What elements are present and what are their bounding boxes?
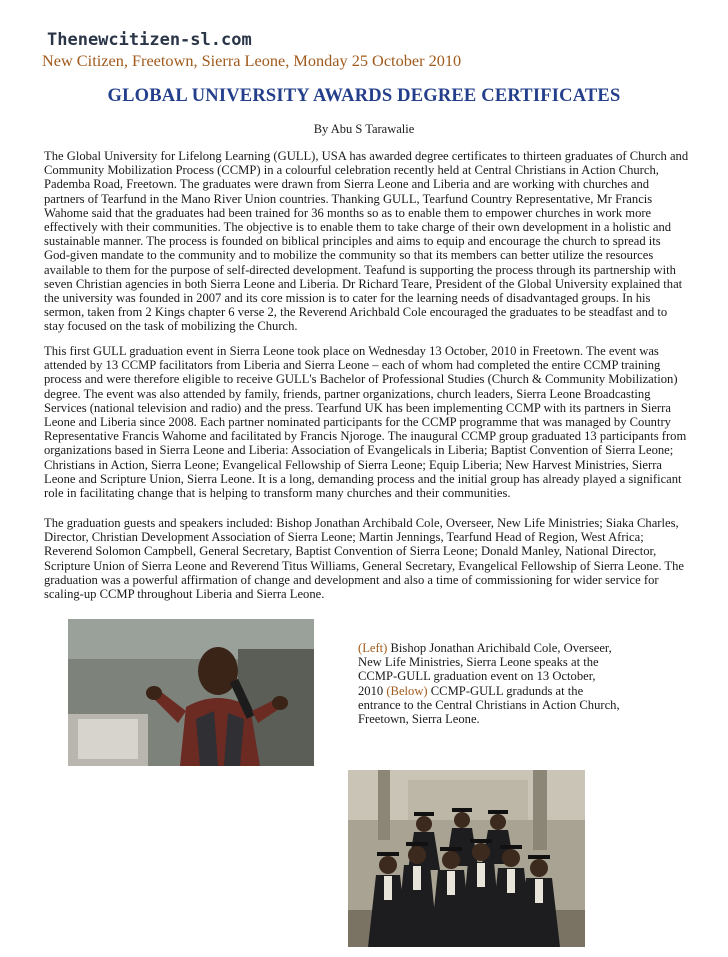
bishop-speaking-illustration [68,619,314,766]
bishop-speaking-photo [68,619,314,766]
caption-below-key: (Below) [386,683,428,698]
article-paragraph: The Global University for Lifelong Learning (GULL), USA has awarded degree certificates to thirteen graduates of Church and Community Mobilization Process (CCMP) in a colourful celebration recently held at Central Christians in Action Church, Pademba Road, Freetown. The graduates were drawn from Sierra Leone and Liberia and are working with churches and partners of Tearfund in the Mano River Union countries. Thanking GULL, Tearfund Country Representative, Mr Francis Wahome said that the graduates had been trained for 36 months so as to enable them to empower churches in work more effectively with their communities. The objective is to enable them to take charge of their own development in a holistic and sustainable manner. The process is founded on biblical principles and aims to equip and encourage the church to spread its God-given mandate to the community and to mobilize the community so that its members can better utilize the resources available to them for the purpose of self-directed development. Teafund is supporting the process through its partnership with seven Christian agencies in both Sierra Leone and Liberia. Dr Richard Teare, President of the Global University explained that the university was founded in 2007 and its core mission is to cater for the learning needs of disadvantaged groups. In his sermon, taken from 2 Kings chapter 6 verse 2, the Reverend Arichbald Cole encouraged the graduates to be steadfast and to stay focused on the task of mobilizing the Church. [44,149,689,334]
site-name: Thenewcitizen-sl.com [47,30,252,50]
headline: GLOBAL UNIVERSITY AWARDS DEGREE CERTIFICATES [107,86,621,106]
caption-left-key: (Left) [358,641,388,655]
graduates-illustration [348,770,585,947]
photo-caption [358,641,620,726]
caption-left-text: Bishop Jonathan Arichibald Cole, Overseer, New Life Ministries, Sierra Leone speaks at the CCMP-GULL graduation event on 13 October, 2010 [358,641,612,698]
dateline: New Citizen, Freetown, Sierra Leone, Monday 25 October 2010 [42,51,462,70]
article-paragraph: The graduation guests and speakers included: Bishop Jonathan Archibald Cole, Overseer, New Life Ministries; Siaka Charles, Director, Christian Development Association of Sierra Leone; Martin Jennings, Tearfund Head of Region, West Africa; Reverend Solomon Campbell, General Secretary, Baptist Convention of Sierra Leone; Donald Manley, National Director, Scripture Union of Sierra Leone and Reverend Titus Williams, General Secretary, Evangelical Fellowship of Sierra Leone. The graduation was a powerful affirmation of change and development and also a time of commissioning for wider service for scaling-up CCMP throughout Liberia and Sierra Leone. [44,516,684,602]
graduates-group-photo [348,770,585,947]
caption-below-text: CCMP-GULL gradunds at the entrance to the Central Christians in Action Church, Freetown, Sierra Leone. [358,683,620,727]
byline: By Abu S Tarawalie [313,122,415,136]
article-paragraph: This first GULL graduation event in Sierra Leone took place on Wednesday 13 October, 2010 in Freetown. The event was attended by 13 CCMP facilitators from Liberia and Sierra Leone – each of whom had completed the entire CCMP training process and were therefore eligible to receive GULL's Bachelor of Professional Studies (Church & Community Mobilization) degree. The event was also attended by family, friends, partner organizations, church leaders, Sierra Leone Broadcasting Services (national television and radio) and the press. Tearfund UK has been implementing CCMP with its partners in Sierra Leone and Liberia since 2008. Each partner nominated participants for the CCMP programme that was managed by Country Representative Francis Wahome and facilitated by Francis Njoroge. The inaugural CCMP group graduated 13 participants from organizations based in Sierra Leone and Liberia: Association of Evangelicals in Liberia; Baptist Convention of Sierra Leone; Christians in Action, Sierra Leone; Evangelical Fellowship of Sierra Leone; Equip Liberia; New Harvest Ministries, Sierra Leone and Scripture Union, Sierra Leone. It is a long, demanding process and the initial group has already played a significant role in facilitating change that is helping to transform many churches and their communities. [44,344,687,501]
